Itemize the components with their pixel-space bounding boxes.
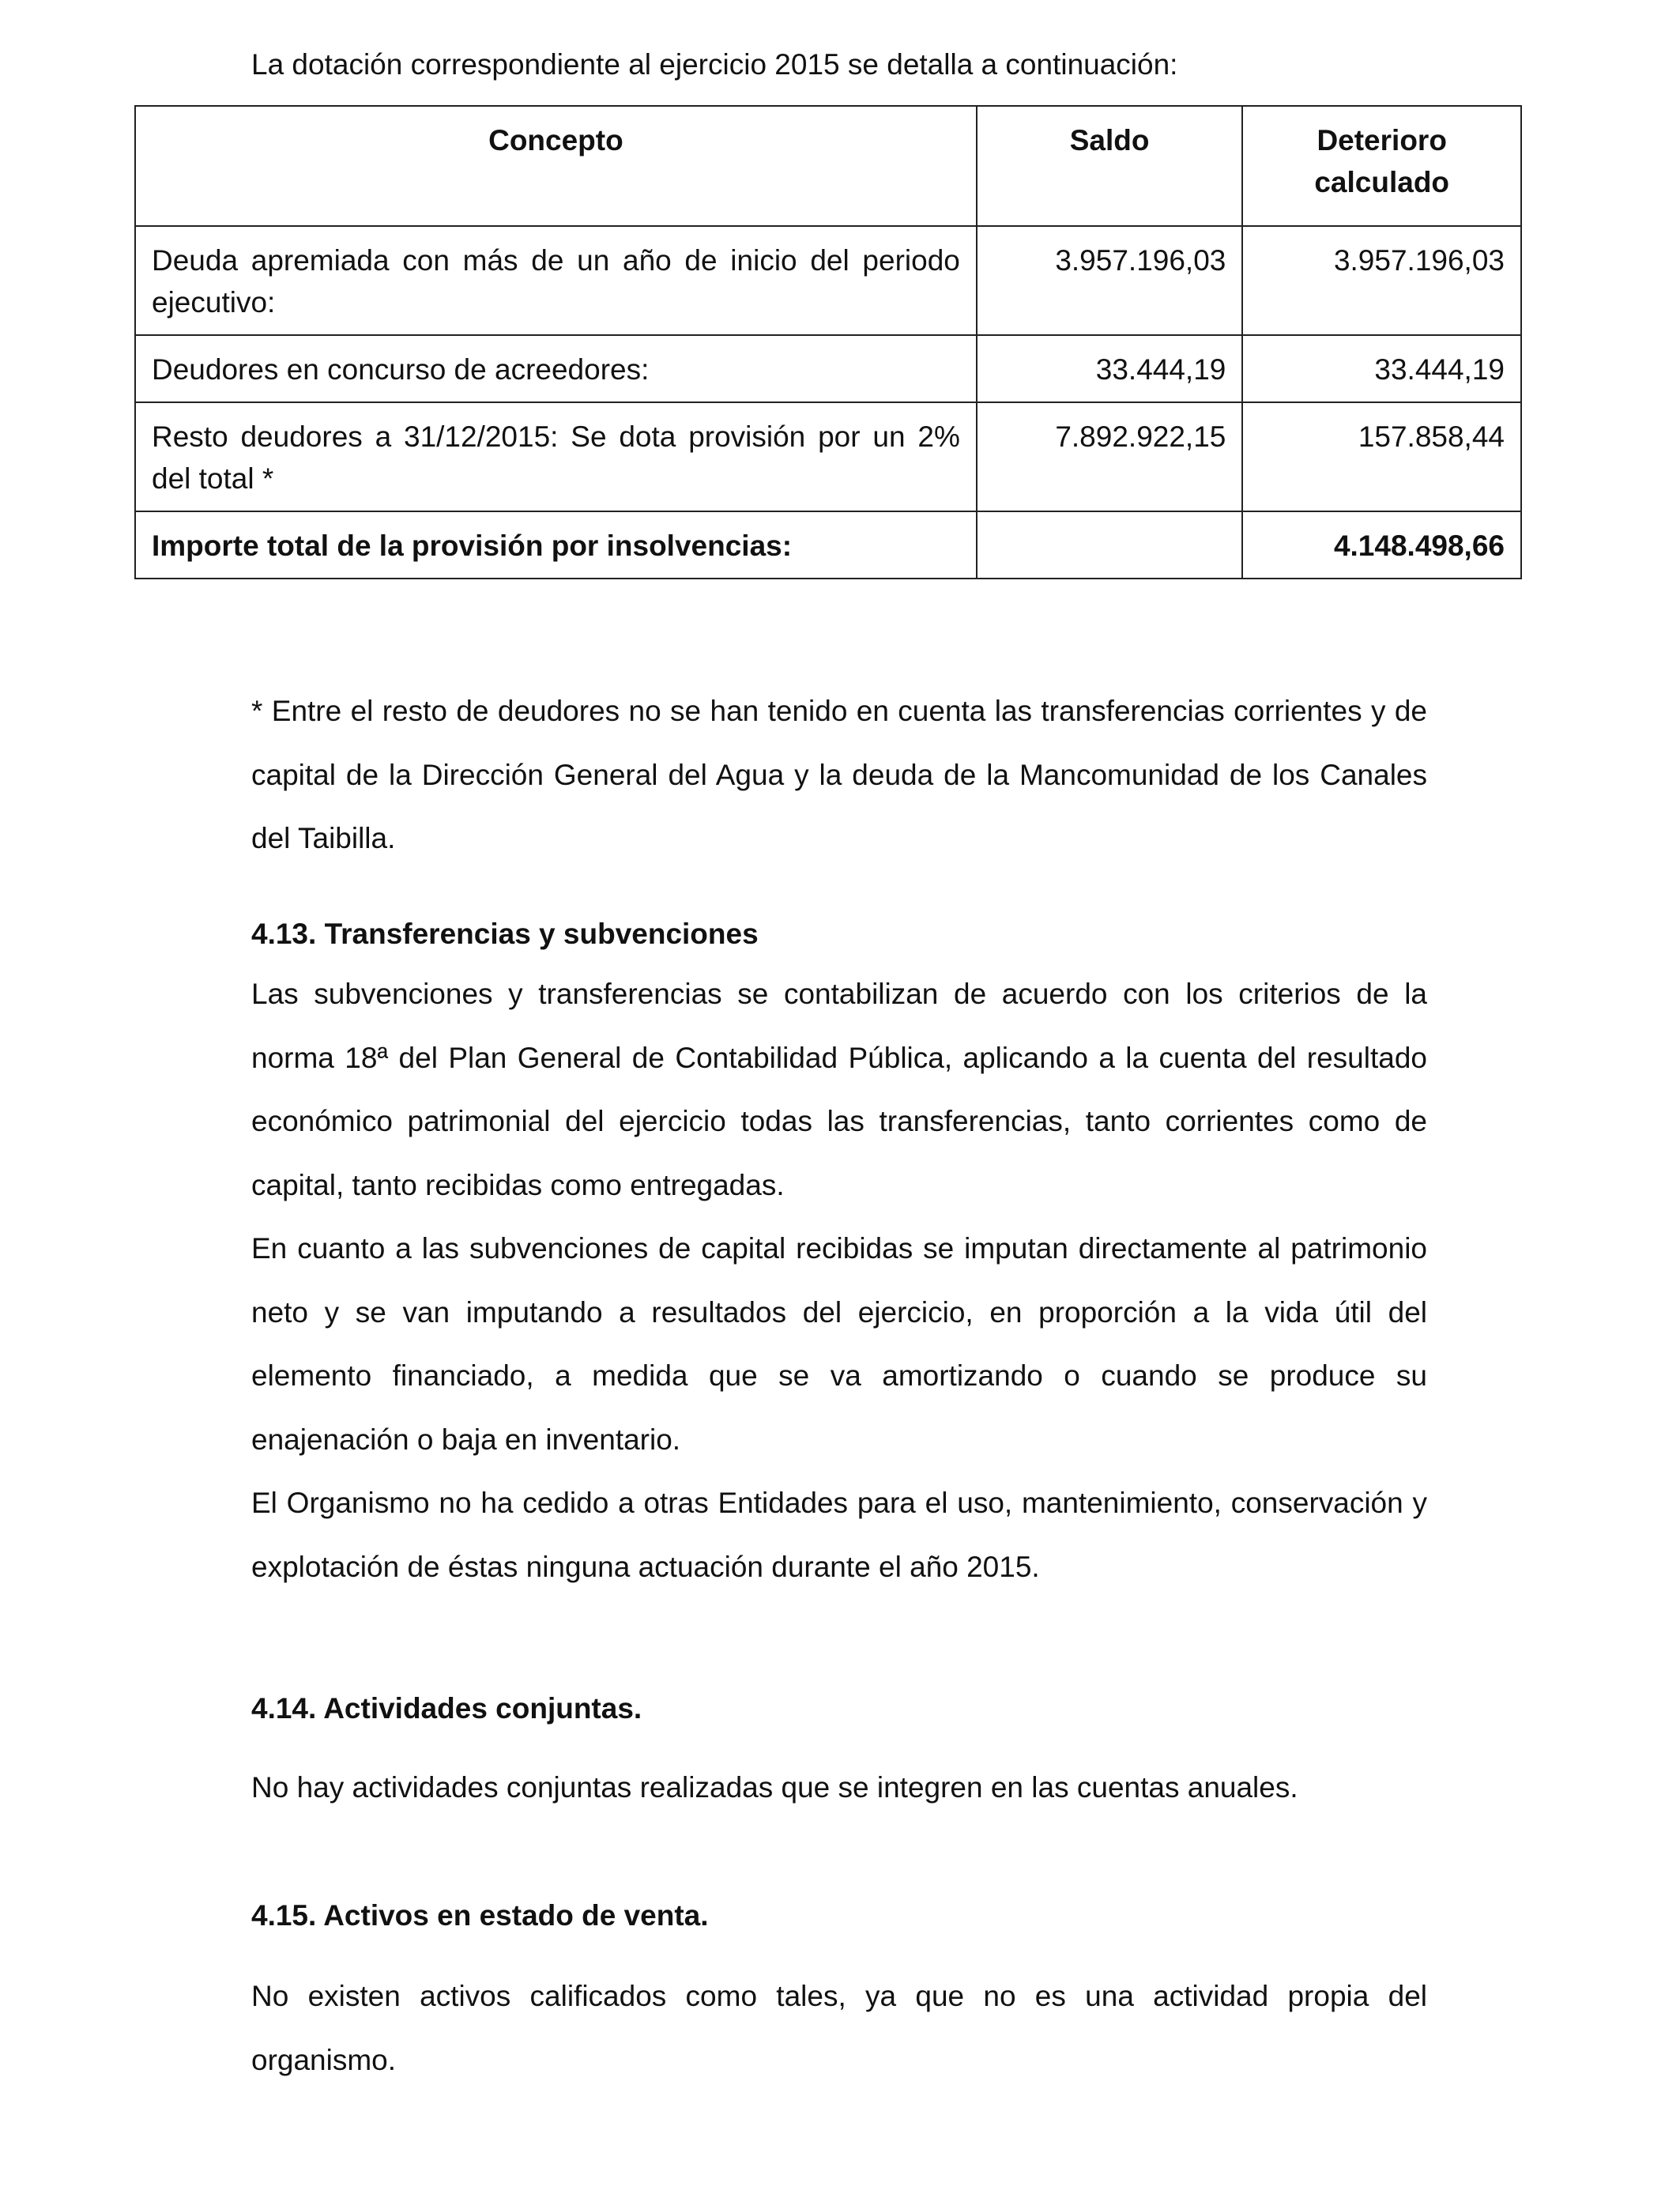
row-concepto: Deuda apremiada con más de un año de inicio del periodo ejecutivo:: [135, 226, 977, 335]
table-row: [135, 335, 1521, 402]
table-row: [135, 402, 1521, 511]
total-concepto: Importe total de la provisión por insolvencias:: [135, 511, 977, 579]
section-413-body: [251, 963, 1427, 1599]
header-deterioro: Deterioro calculado: [1242, 106, 1521, 226]
total-saldo: [977, 511, 1243, 579]
row-deterioro: 33.444,19: [1242, 335, 1521, 402]
header-saldo: Saldo: [977, 106, 1243, 226]
section-414-body: [251, 1756, 1427, 1820]
total-deterioro: 4.148.498,66: [1242, 511, 1521, 579]
section-414-paragraph: No hay actividades conjuntas realizadas que se integren en las cuentas anuales.: [251, 1771, 1298, 1804]
intro-text: La dotación correspondiente al ejercicio 2015 se detalla a continuación:: [251, 48, 1178, 81]
row-saldo: 7.892.922,15: [977, 402, 1243, 511]
row-saldo: 3.957.196,03: [977, 226, 1243, 335]
row-deterioro: 3.957.196,03: [1242, 226, 1521, 335]
section-413-title: 4.13. Transferencias y subvenciones: [251, 918, 759, 950]
provision-table: [134, 105, 1522, 579]
row-deterioro: 157.858,44: [1242, 402, 1521, 511]
section-415-title: 4.15. Activos en estado de venta.: [251, 1899, 709, 1932]
section-413-paragraph-1: Las subvenciones y transferencias se contabilizan de acuerdo con los criterios de la norma 18ª del Plan General de Contabilidad Pública, aplicando a la cuenta del resultado económico patrimonial del ejercicio todas las transferencias, tanto corrientes como de capital, tanto recibidas como entregadas.: [251, 978, 1427, 1201]
table-header-row: [135, 106, 1521, 226]
row-concepto: Resto deudores a 31/12/2015: Se dota provisión por un 2% del total *: [135, 402, 977, 511]
footnote-text: [251, 680, 1427, 871]
section-415-body: [251, 1965, 1427, 2092]
table-row: [135, 226, 1521, 335]
header-concepto: Concepto: [135, 106, 977, 226]
section-415-paragraph: No existen activos calificados como tales, ya que no es una actividad propia del organismo.: [251, 1980, 1427, 2076]
table-total-row: [135, 511, 1521, 579]
row-concepto: Deudores en concurso de acreedores:: [135, 335, 977, 402]
section-413-paragraph-3: El Organismo no ha cedido a otras Entidades para el uso, mantenimiento, conservación y explotación de éstas ninguna actuación durante el año 2015.: [251, 1487, 1427, 1583]
section-413-paragraph-2: En cuanto a las subvenciones de capital recibidas se imputan directamente al patrimonio neto y se van imputando a resultados del ejercicio, en proporción a la vida útil del elemento financiado, a medida que se va amortizando o cuando se produce su enajenación o baja en inventario.: [251, 1232, 1427, 1456]
section-414-title: 4.14. Actividades conjuntas.: [251, 1692, 642, 1725]
footnote-paragraph: * Entre el resto de deudores no se han tenido en cuenta las transferencias corrientes y de capital de la Dirección General del Agua y la deuda de la Mancomunidad de los Canales del Taibilla.: [251, 695, 1427, 854]
row-saldo: 33.444,19: [977, 335, 1243, 402]
